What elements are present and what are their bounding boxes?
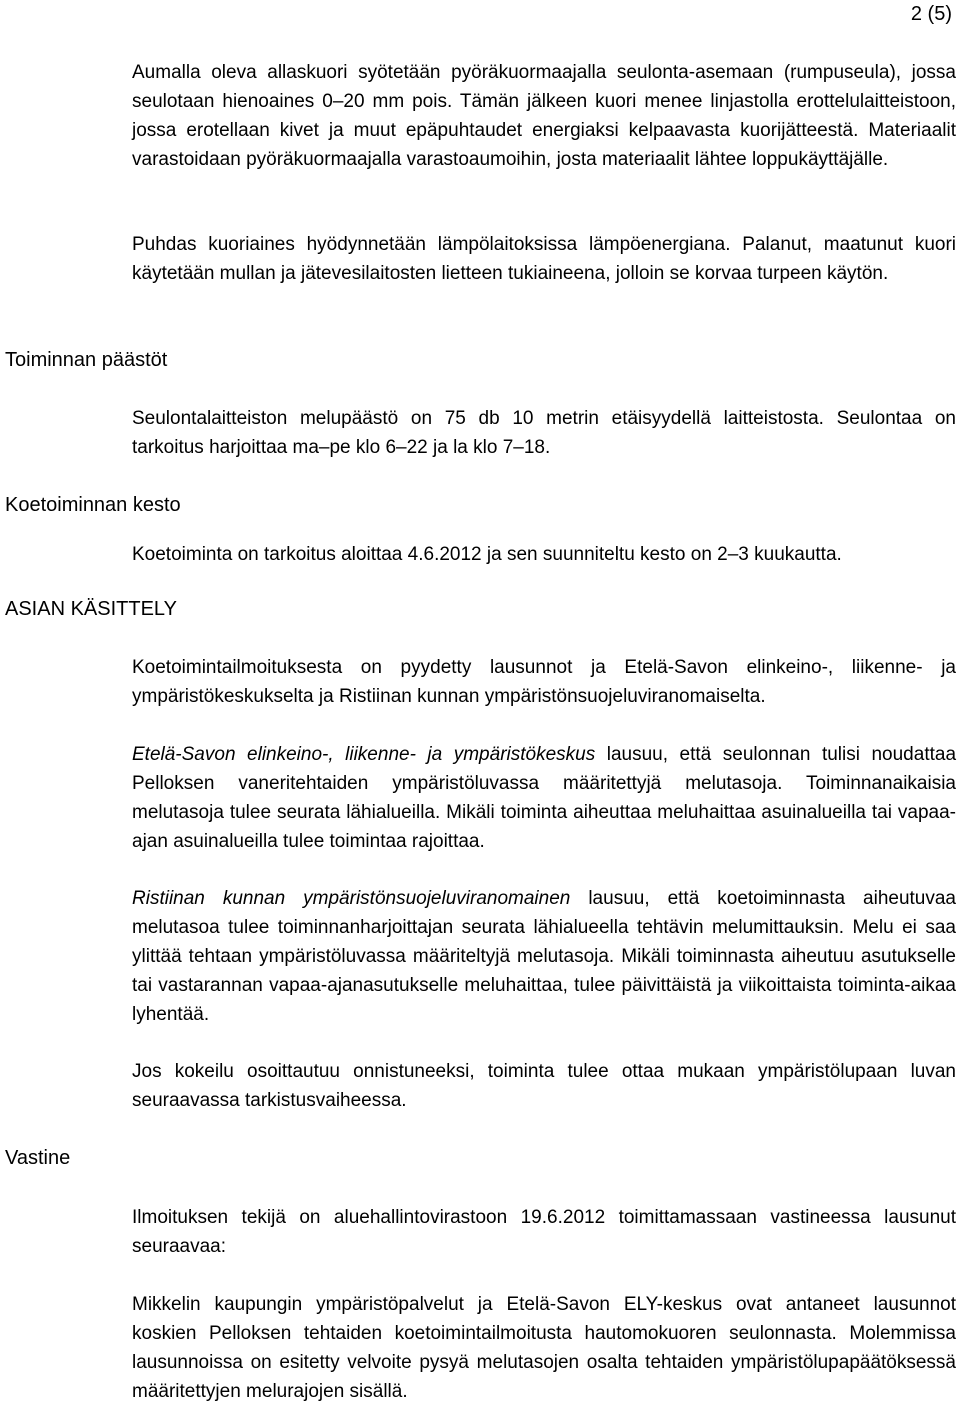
section-label-duration: Koetoiminnan kesto — [5, 494, 181, 516]
paragraph-statements-requested: Koetoimintailmoituksesta on pyydetty lausunnot ja Etelä-Savon elinkeino-, liikenne- ja ympäristökeskukselta ja Ristiinan kunnan ympäristönsuojeluviranomaiselta. — [132, 657, 956, 707]
paragraph-noise-emission: Seulontalaitteiston melupäästö on 75 db 10 metrin etäisyydellä laitteistosta. Seulontaa on tarkoitus harjoittaa ma–pe klo 6–22 ja la klo 7–18. — [132, 408, 956, 458]
paragraph-bark-use: Puhdas kuoriaines hyödynnetään lämpölaitoksissa lämpöenergiana. Palanut, maatunut kuori käytetään mullan ja jätevesilaitosten lietteen tukiaineena, jolloin se korvaa turpeen käytön. — [132, 234, 956, 284]
municipality-authority-name: Ristiinan kunnan ympäristönsuojeluviranomainen — [132, 888, 571, 909]
paragraph-trial-duration: Koetoiminta on tarkoitus aloittaa 4.6.2012 ja sen suunniteltu kesto on 2–3 kuukautta. — [132, 544, 842, 565]
paragraph-response-intro: Ilmoituksen tekijä on aluehallintovirastoon 19.6.2012 toimittamassaan vastineessa lausunut seuraavaa: — [132, 1207, 956, 1257]
ely-statement-text: lausuu, että seulonnan tulisi noudattaa Pelloksen vaneritehtaiden ympäristöluvassa määritettyjä melutasoja. Toiminnanaikaisia melutasoja tulee seurata lähialueilla. Mikäli toiminta aiheuttaa meluhaittaa asuinalueilla tai vapaa-ajan asuinalueilla tulee toimintaa rajoittaa. — [132, 744, 957, 852]
paragraph-response-content: Mikkelin kaupungin ympäristöpalvelut ja Etelä-Savon ELY-keskus ovat antaneet lausunnot koskien Pelloksen tehtaiden koetoimintailmoitusta hautomokuoren seulonnasta. Molemmissa lausunnoissa on esitetty velvoite pysyä melutasojen osalta tehtaiden ympäristölupapäätöksessä määritettyjen melurajojen sisällä. — [132, 1294, 956, 1402]
municipality-statement-text: lausuu, että koetoiminnasta aiheutuvaa melutasoa tulee toiminnanharjoittajan seurata lähialueella tehtävin melumittauksin. Melu ei saa ylittää tehtaan ympäristöluvassa määriteltyjä melutasoja. Mikäli toiminnasta aiheutuu asutukselle tai vastarannan vapaa-ajanasutukselle meluhaittaa, tulee päivittäistä ja viikoittaista toiminta-aikaa lyhentää. — [132, 888, 956, 1025]
paragraph-permit-inclusion: Jos kokeilu osoittautuu onnistuneeksi, toiminta tulee ottaa mukaan ympäristölupaan luvan seuraavassa tarkistusvaiheessa. — [132, 1061, 956, 1111]
section-label-response: Vastine — [5, 1147, 71, 1169]
paragraph-municipality-statement — [132, 884, 956, 1029]
paragraph-ely-statement — [132, 740, 956, 856]
section-label-emissions: Toiminnan päästöt — [5, 349, 168, 371]
page-number: 2 (5) — [910, 3, 952, 25]
section-label-handling: ASIAN KÄSITTELY — [5, 598, 177, 620]
paragraph-process-description: Aumalla oleva allaskuori syötetään pyöräkuormaajalla seulonta-asemaan (rumpuseula), jossa seulotaan hienoaines 0–20 mm pois. Tämän jälkeen kuori menee linjastolla erottelulaitteistoon, jossa erotellaan kivet ja muut epäpuhtaudet energiaksi kelpaavasta kuorijätteestä. Materiaalit varastoidaan pyöräkuormaajalla varastoaumoihin, josta materiaalit lähtee loppukäyttäjälle. — [132, 62, 956, 170]
ely-authority-name: Etelä-Savon elinkeino-, liikenne- ja ympäristökeskus — [132, 744, 596, 765]
